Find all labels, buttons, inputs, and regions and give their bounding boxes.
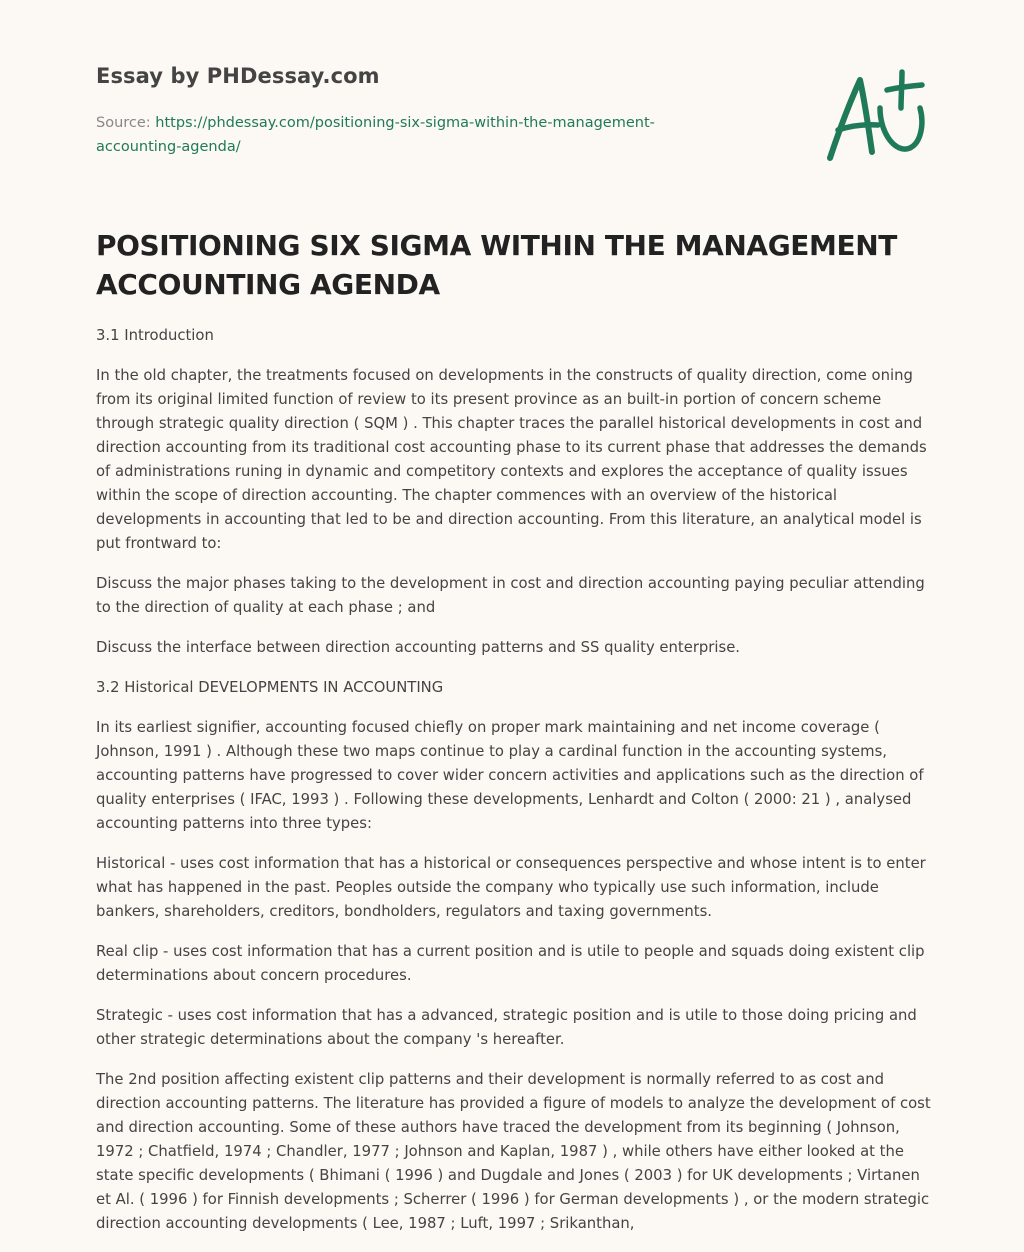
section-heading: 3.2 Historical DEVELOPMENTS IN ACCOUNTING: [96, 679, 444, 696]
essay-title: POSITIONING SIX SIGMA WITHIN THE MANAGEMENT ACCOUNTING AGENDA: [96, 229, 897, 301]
paragraph: The 2nd position affecting existent clip patterns and their development is normally referred to as cost and direction accounting patterns. The literature has provided a figure of models to analyze the development of cost and direction accounting. Some of these authors have traced the development from its beginning ( Johnson, 1972 ; Chatfield, 1974 ; Chandler, 1977 ; Johnson and Kaplan, 1987 ) , while others have either looked at the state specific developments ( Bhimani ( 1996 ) and Dugdale and Jones ( 2003 ) for UK developments ; Virtanen et Al. ( 1996 ) for Finnish developments ; Scherrer ( 1996 ) for German developments ) , or the modern strategic direction accounting developments ( Lee, 1987 ; Luft, 1997 ; Srikanthan,: [96, 1071, 931, 1232]
section-heading: 3.1 Introduction: [96, 327, 214, 344]
essay-body: [96, 324, 932, 1252]
paragraph: In its earliest signifier, accounting focused chiefly on proper mark maintaining and net income coverage ( Johnson, 1991 ) . Although these two maps continue to play a cardinal function in the accounting systems, accounting patterns have progressed to cover wider concern activities and applications such as the direction of quality enterprises ( IFAC, 1993 ) . Following these developments, Lenhardt and Colton ( 2000: 21 ) , analysed accounting patterns into three types:: [96, 719, 924, 832]
source-label: Source:: [96, 115, 156, 131]
source-line: [96, 111, 716, 159]
site-brand: Essay by PHDessay.com: [96, 64, 380, 88]
paragraph: Real clip - uses cost information that has a current position and is utile to people and squads doing existent clip determinations about concern procedures.: [96, 943, 925, 984]
paragraph: In the old chapter, the treatments focused on developments in the constructs of quality direction, come oning from its original limited function of review to its present province as an built-in portion of concern scheme through strategic quality direction ( SQM ) . This chapter traces the parallel historical developments in cost and direction accounting from its traditional cost accounting phase to its current phase that addresses the demands of administrations runing in dynamic and competitory contexts and explores the acceptance of quality issues within the scope of direction accounting. The chapter commences with an overview of the historical developments in accounting that led to be and direction accounting. From this literature, an analytical model is put frontward to:: [96, 367, 927, 552]
paragraph: Discuss the major phases taking to the development in cost and direction accounting paying peculiar attending to the direction of quality at each phase ; and: [96, 575, 925, 616]
paragraph: Historical - uses cost information that has a historical or consequences perspective and whose intent is to enter what has happened in the past. Peoples outside the company who typically use such information, include bankers, shareholders, creditors, bondholders, regulators and taxing governments.: [96, 855, 926, 920]
source-link[interactable]: https://phdessay.com/positioning-six-sigma-within-the-management-accounting-agenda/: [96, 115, 655, 155]
paragraph: Strategic - uses cost information that has a advanced, strategic position and is utile to those doing pricing and other strategic determinations about the company 's hereafter.: [96, 1007, 917, 1048]
a-plus-logo-icon: [824, 68, 928, 164]
paragraph: Discuss the interface between direction accounting patterns and SS quality enterprise.: [96, 639, 741, 656]
